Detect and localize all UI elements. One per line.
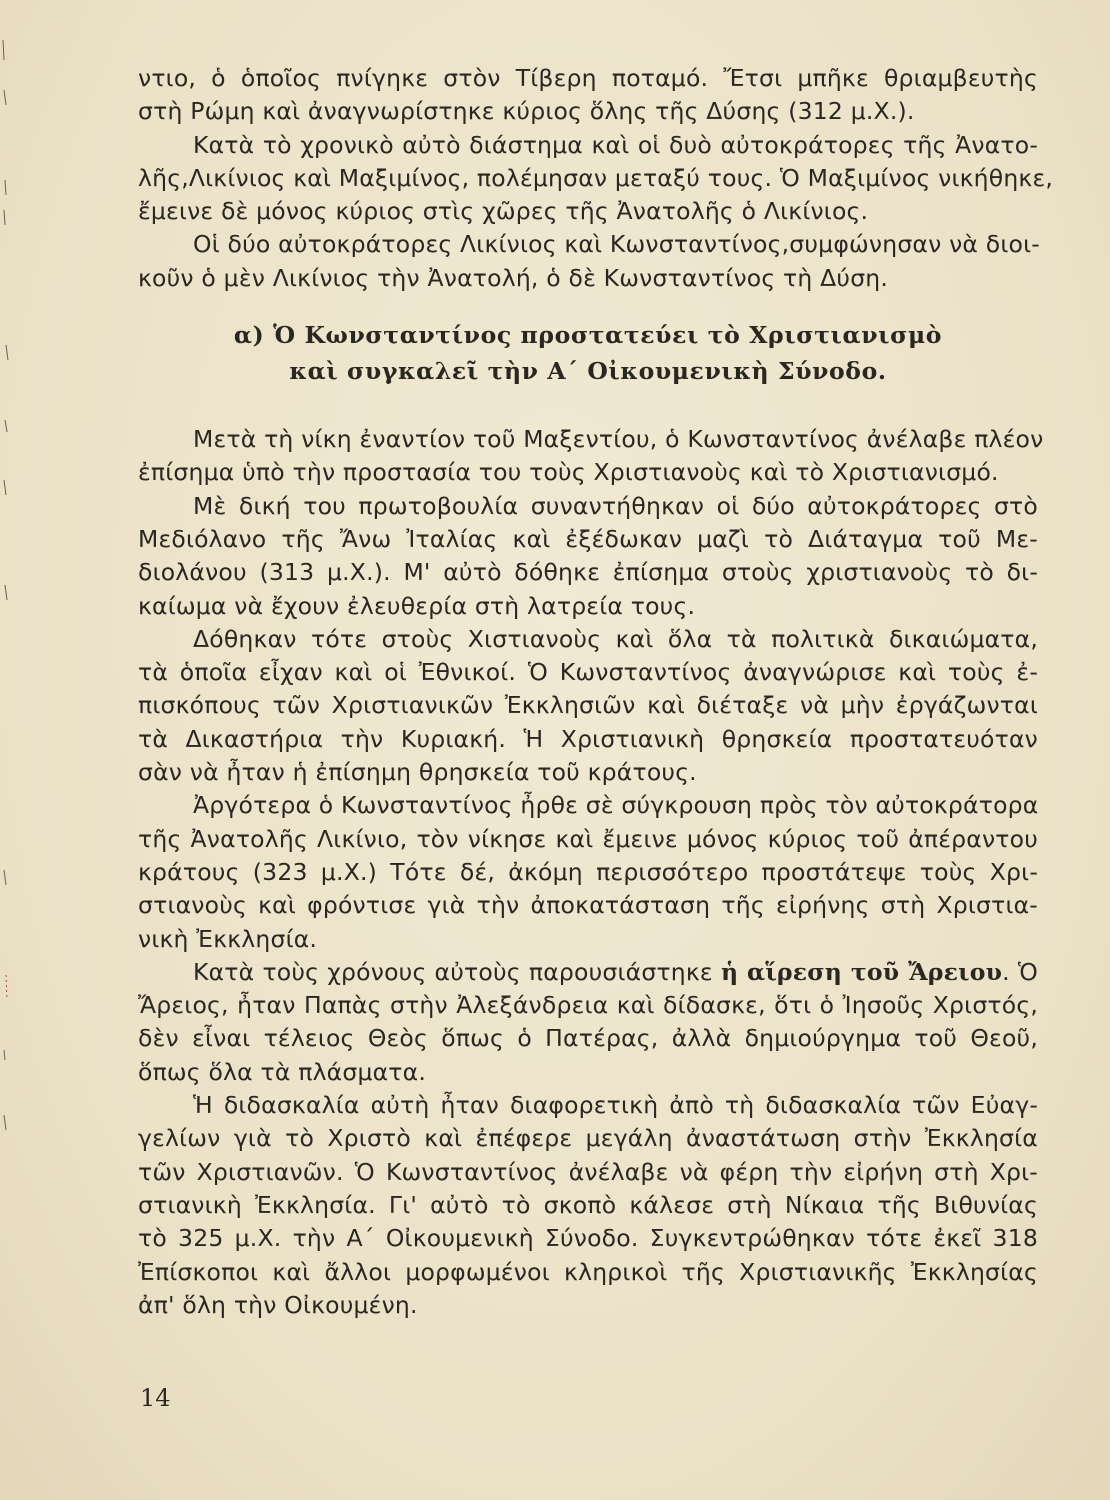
text-line: ἀπ' ὅλη τὴν Οἰκουμένη.	[138, 1290, 418, 1319]
text-line: Μεδιόλανο τῆς Ἄνω Ἰταλίας καὶ ἐξέδωκαν μαζὶ τὸ Διάταγμα τοῦ Με-	[138, 524, 1038, 553]
paragraph-intro	[138, 62, 1054, 295]
text-line: ντιο, ὁ ὁποῖος πνίγηκε στὸν Τίβερη ποταμό. Ἔτσι μπῆκε θριαμβευτὴς	[138, 64, 1038, 92]
text-line: ἔμεινε δὲ μόνος κύριος στὶς χῶρες τῆς Ἀνατολῆς ὁ Λικίνιος.	[138, 197, 869, 226]
text-line: στιανοὺς καὶ φρόντισε γιὰ τὴν ἀποκατάσταση τῆς εἰρήνης στὴ Χριστια-	[138, 891, 1038, 920]
page-number: 14	[140, 1384, 171, 1412]
text-span: . Ὁ	[1002, 957, 1038, 986]
text-line: στιανικὴ Ἐκκλησία. Γι' αὐτὸ τὸ σκοπὸ κάλεσε στὴ Νίκαια τῆς Βιθυνίας	[138, 1190, 1038, 1219]
section-heading	[138, 317, 1038, 389]
emphasized-term: ἡ αἵρεση τοῦ Ἄρειου	[720, 957, 1003, 986]
text-line: τὰ Δικαστήρια τὴν Κυριακή. Ἡ Χριστιανικὴ θρησκεία προστατευόταν	[138, 724, 1038, 753]
text-line: λῆς,Λικίνιος καὶ Μαξιμίνος, πολέμησαν μεταξύ τους. Ὁ Μαξιμίνος νικήθηκε,	[138, 163, 1054, 192]
text-line: Δόθηκαν τότε στοὺς Χιστιανοὺς καὶ ὅλα τὰ πολιτικὰ δικαιώματα,	[193, 624, 1038, 653]
text-line: κράτους (323 μ.Χ.) Τότε δέ, ἀκόμη περισσότερο προστάτεψε τοὺς Χρι-	[138, 857, 1038, 886]
page-edge-marks	[0, 0, 14, 1500]
text-line: τῆς Ἀνατολῆς Λικίνιο, τὸν νίκησε καὶ ἔμεινε μόνος κύριος τοῦ ἀπέραντου	[138, 824, 1038, 853]
text-line: δὲν εἶναι τέλειος Θεὸς ὅπως ὁ Πατέρας, ἀλλὰ δημιούργημα τοῦ Θεοῦ,	[138, 1024, 1038, 1053]
text-line: νικὴ Ἐκκλησία.	[138, 924, 318, 953]
text-line: Ἄρειος, ἦταν Παπὰς στὴν Ἀλεξάνδρεια καὶ δίδασκε, ὅτι ὁ Ἰησοῦς Χριστός,	[138, 991, 1038, 1020]
paragraph-edict	[138, 423, 1044, 956]
text-line: σὰν νὰ ἦταν ἡ ἐπίσημη θρησκεία τοῦ κράτους.	[138, 758, 697, 787]
text-span: Κατὰ τοὺς χρόνους αὐτοὺς παρουσιάστηκε	[193, 957, 721, 986]
text-line: κοῦν ὁ μὲν Λικίνιος τὴν Ἀνατολή, ὁ δὲ Κωνσταντίνος τὴ Δύση.	[138, 263, 889, 292]
text-line: ὅπως ὅλα τὰ πλάσματα.	[138, 1057, 427, 1086]
text-line: Οἱ δύο αὐτοκράτορες Λικίνιος καὶ Κωνσταντίνος,συμφώνησαν νὰ διοι-	[193, 230, 1040, 259]
text-line: τῶν Χριστιανῶν. Ὁ Κωνσταντίνος ἀνέλαβε νὰ φέρη τὴν εἰρήνη στὴ Χρι-	[138, 1157, 1038, 1186]
page-body	[138, 62, 1054, 1322]
text-line: ἐπίσημα ὑπὸ τὴν προστασία του τοὺς Χριστιανοὺς καὶ τὸ Χριστιανισμό.	[138, 458, 999, 487]
section-heading-line-1: α) Ὁ Κωνσταντίνος προστατεύει τὸ Χριστιανισμὸ	[233, 321, 943, 350]
text-line: Μετὰ τὴ νίκη ἐναντίον τοῦ Μαξεντίου, ὁ Κωνσταντίνος ἀνέλαβε πλέον	[193, 425, 1044, 454]
text-line: τὰ ὁποῖα εἶχαν καὶ οἱ Ἐθνικοί. Ὁ Κωνσταντίνος ἀναγνώρισε καὶ τοὺς ἐ-	[138, 658, 1038, 687]
text-line: γελίων γιὰ τὸ Χριστὸ καὶ ἐπέφερε μεγάλη ἀναστάτωση στὴν Ἐκκλησία	[138, 1124, 1038, 1153]
paragraph-council	[138, 1089, 1038, 1322]
text-line: Μὲ δική του πρωτοβουλία συναντήθηκαν οἱ δύο αὐτοκράτορες στὸ	[193, 491, 1038, 520]
text-line: Ἡ διδασκαλία αὐτὴ ἦταν διαφορετικὴ ἀπὸ τὴ διδασκαλία τῶν Εὐαγ-	[193, 1091, 1038, 1120]
text-line: διολάνου (313 μ.Χ.). Μ' αὐτὸ δόθηκε ἐπίσημα στοὺς χριστιανοὺς τὸ δι-	[138, 558, 1038, 587]
text-line	[138, 956, 1038, 989]
text-line: τὸ 325 μ.Χ. τὴν Α΄ Οἰκουμενικὴ Σύνοδο. Συγκεντρώθηκαν τότε ἐκεῖ 318	[138, 1224, 1038, 1253]
text-line: Ἀργότερα ὁ Κωνσταντίνος ἦρθε σὲ σύγκρουση πρὸς τὸν αὐτοκράτορα	[193, 791, 1039, 820]
text-line: Ἐπίσκοποι καὶ ἄλλοι μορφωμένοι κληρικοὶ τῆς Χριστιανικῆς Ἐκκλησίας	[138, 1257, 1038, 1286]
paragraph-arius	[138, 956, 1038, 1089]
text-line: πισκόπους τῶν Χριστιανικῶν Ἐκκλησιῶν καὶ διέταξε νὰ μὴν ἐργάζωνται	[138, 691, 1038, 720]
section-heading-line-2: καὶ συγκαλεῖ τὴν Α΄ Οἰκουμενικὴ Σύνοδο.	[289, 357, 887, 386]
text-line: καίωμα νὰ ἔχουν ἐλευθερία στὴ λατρεία τους.	[138, 591, 696, 620]
text-line: Κατὰ τὸ χρονικὸ αὐτὸ διάστημα καὶ οἱ δυὸ αὐτοκράτορες τῆς Ἀνατο-	[193, 130, 1038, 159]
text-line: στὴ Ρώμη καὶ ἀναγνωρίστηκε κύριος ὅλης τῆς Δύσης (312 μ.Χ.).	[138, 97, 915, 126]
